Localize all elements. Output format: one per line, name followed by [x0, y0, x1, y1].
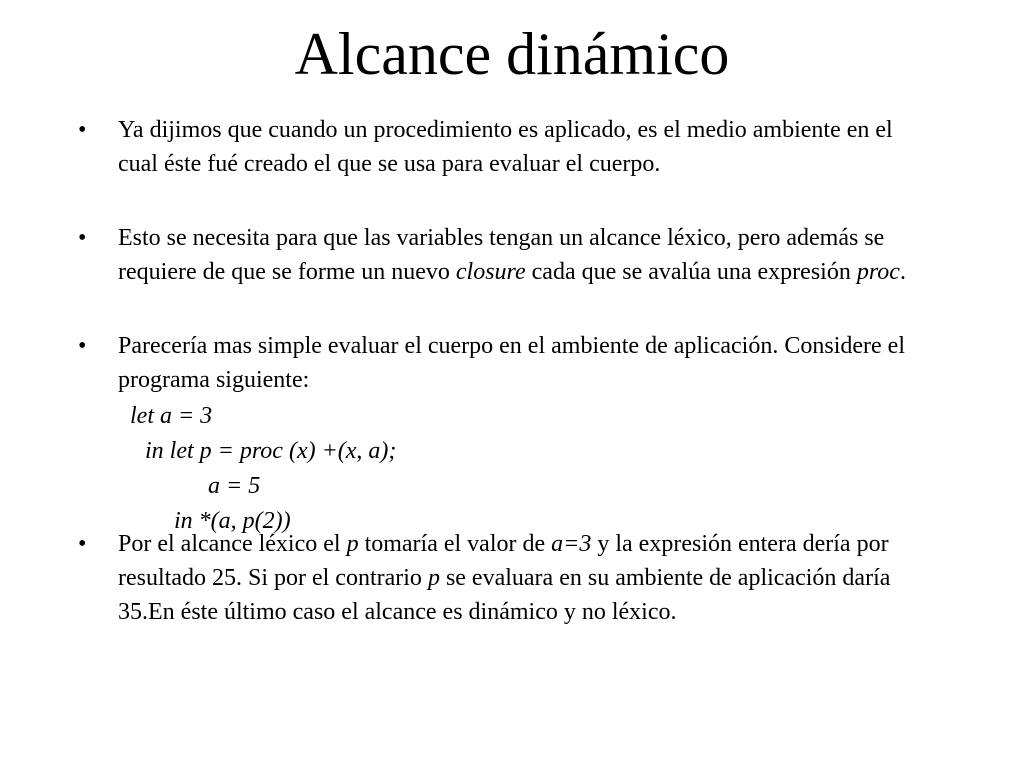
italic-term-a3: a=3 [551, 531, 592, 557]
italic-term-p: p [346, 531, 359, 557]
code-line: a = 5 [208, 473, 261, 499]
code-line: let a = 3 [130, 403, 213, 429]
text-run: tomaría el valor de [358, 531, 552, 557]
code-line: in *(a, p(2)) [174, 508, 291, 534]
bullet-dot: • [78, 333, 87, 359]
text-run: cada que se avalúa una expresión [525, 259, 857, 285]
bullet-text: Ya dijimos que cuando un procedimiento es aplicado, es el medio ambiente en el cual éste fué creado el que se usa para evaluar el cuerpo. [118, 117, 893, 177]
italic-term-proc: proc [856, 259, 900, 285]
bullet-text [118, 527, 938, 629]
bullet-dot: • [78, 531, 87, 557]
italic-term-closure: closure [455, 259, 526, 285]
slide-title: Alcance dinámico [294, 21, 730, 87]
bullet-dot: • [78, 117, 87, 143]
text-run: y la expresión entera dería por resultado 25. Si por el contrario [118, 531, 889, 591]
text-run: . [899, 259, 906, 285]
text-run: se evaluara en su ambiente de aplicación daría 35.En éste último caso el alcance es dinámico y no léxico. [118, 565, 891, 625]
text-run: Por el alcance léxico el [118, 531, 347, 557]
bullet-text [118, 221, 938, 289]
bullet-dot: • [78, 225, 87, 251]
text-run: Esto se necesita para que las variables tengan un alcance léxico, pero además se requiere de que se forme un nuevo [118, 225, 885, 285]
italic-term-p: p [427, 565, 440, 591]
bullet-text: Parecería mas simple evaluar el cuerpo en el ambiente de aplicación. Considere el programa siguiente: [118, 333, 905, 393]
code-line: in let p = proc (x) +(x, a); [145, 438, 397, 464]
